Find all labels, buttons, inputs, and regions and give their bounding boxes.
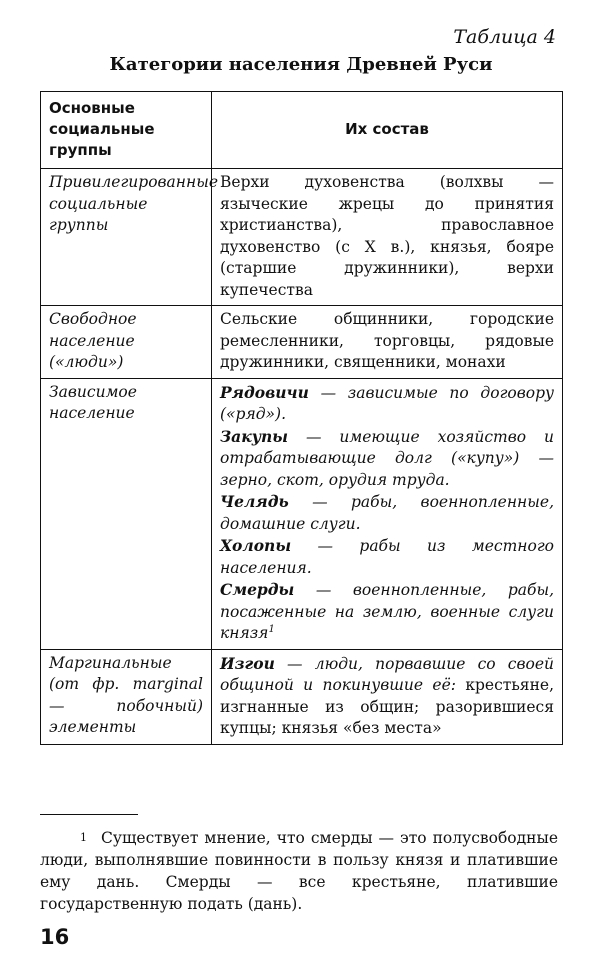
row-composition-free: Сельские общинники, городские ремесленники, торговцы, рядовые дружинники, священники, монахи: [212, 306, 563, 379]
row-group-privileged: Привилегированные социальные группы: [41, 169, 212, 306]
term-izgoi: Изгои: [220, 653, 275, 673]
term-ryadovichi: Рядовичи: [220, 382, 309, 402]
entry-zakupy: [220, 426, 554, 492]
def-chelyad: — рабы, военнопленные, домашние слуги.: [220, 493, 554, 533]
footnote-ref: 1: [268, 623, 275, 635]
def-izgoi-plain: крестьяне, изгнанные из общин; разорившиеся купцы; князья «без места»: [220, 676, 554, 737]
entry-kholopy: [220, 535, 554, 579]
table-row: [41, 306, 563, 379]
page-number: 16: [40, 925, 70, 949]
table-row: [41, 378, 563, 649]
row-composition-dependent: [212, 378, 563, 649]
row-group-marginal: Маргинальные (от фр. marginal — побочный) элементы: [41, 649, 212, 744]
footnote-text: Существует мнение, что смерды — это полусвободные люди, выполнявшие повинности в пользу князя и платившие ему дань. Смерды — все крестьяне, платившие государственную подать (дань).: [40, 829, 558, 913]
entry-ryadovichi: [220, 382, 554, 426]
population-categories-table: [40, 91, 563, 745]
term-chelyad: Челядь: [220, 492, 289, 511]
row-group-dependent: Зависимое население: [41, 378, 212, 649]
footnote: [40, 827, 558, 915]
row-composition-marginal: [212, 649, 563, 744]
term-kholopy: Холопы: [220, 536, 292, 555]
term-zakupy: Закупы: [220, 426, 289, 446]
table-row: [41, 169, 563, 306]
def-izgoi: — люди, порвавшие со своей общиной и покинувшие её:: [220, 654, 554, 694]
def-ryadovichi: — зависимые по договору («ряд»).: [220, 383, 554, 423]
entry-chelyad: [220, 491, 554, 535]
footnote-mark: 1: [80, 831, 87, 844]
entry-smerdy: [220, 579, 554, 645]
row-composition-privileged: Верхи духовенства (волхвы — языческие жрецы до принятия христианства), православное духовенство (с X в.), князья, бояре (старшие дружинники), верхи купечества: [212, 169, 563, 306]
row-group-free: Свободное население («люди»): [41, 306, 212, 379]
def-smerdy: — военнопленные, рабы, посаженные на землю, военные слуги князя: [220, 581, 554, 642]
header-social-groups: Основные социальные группы: [41, 92, 212, 169]
def-zakupy: — имеющие хозяйство и отрабатывающие долг («купу») — зерно, скот, орудия труда.: [220, 427, 554, 489]
term-smerdy: Смерды: [220, 580, 295, 599]
table-header-row: [41, 92, 563, 169]
table-title: Категории населения Древней Руси: [109, 54, 493, 75]
table-number-label: Таблица 4: [453, 26, 556, 48]
header-composition: Их состав: [212, 92, 563, 169]
def-kholopy: — рабы из местного населения.: [220, 537, 554, 577]
table-row: [41, 649, 563, 744]
footnote-divider: [40, 814, 138, 815]
